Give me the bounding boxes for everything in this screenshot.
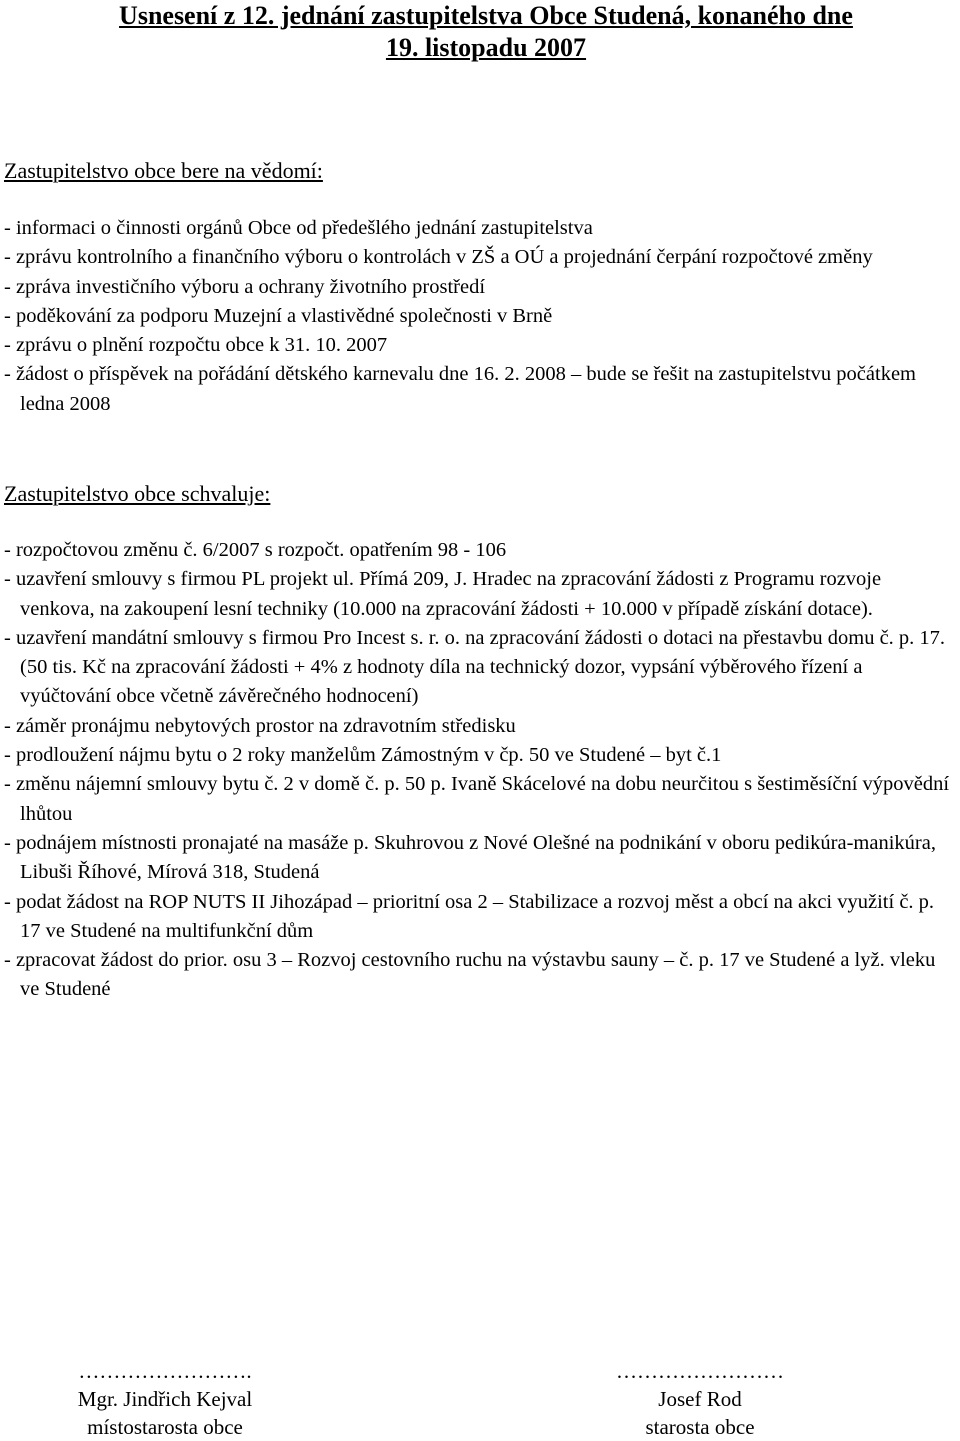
list-item: - zprávu o plnění rozpočtu obce k 31. 10. 2007 <box>4 331 956 360</box>
list-item: - informaci o činnosti orgánů Obce od předešlého jednání zastupitelstva <box>4 214 956 243</box>
list-item: - podat žádost na ROP NUTS II Jihozápad – prioritní osa 2 – Stabilizace a rozvoj měst a obcí na akci využití č. p. 17 ve Studené na multifunkční dům <box>4 888 956 947</box>
signatory-role: místostarosta obce <box>87 1415 243 1439</box>
signature-line: …………………… <box>616 1359 784 1383</box>
section-heading-approved: Zastupitelstvo obce schvaluje: <box>4 481 271 506</box>
list-item: - poděkování za podporu Muzejní a vlastivědné společnosti v Brně <box>4 302 956 331</box>
list-item: - uzavření mandátní smlouvy s firmou Pro Incest s. r. o. na zpracování žádosti o dotaci na přestavbu domu č. p. 17. (50 tis. Kč na zpracování žádosti + 4% z hodnoty díla na technický dozor, vypsání výběrového řízení a vyúčtování obce včetně závěrečného hodnocení) <box>4 624 956 712</box>
list-item: - uzavření smlouvy s firmou PL projekt ul. Přímá 209, J. Hradec na zpracování žádosti z Programu rozvoje venkova, na zakoupení lesní techniky (10.000 na zpracování žádosti + 10.000 v případě získání dotace). <box>4 565 956 624</box>
list-item: - změnu nájemní smlouvy bytu č. 2 v domě č. p. 50 p. Ivaně Skácelové na dobu neurčitou s šestiměsíční výpovědní lhůtou <box>4 770 956 829</box>
list-item: - rozpočtovou změnu č. 6/2007 s rozpočt. opatřením 98 - 106 <box>4 536 956 565</box>
list-item: - podnájem místnosti pronajaté na masáže p. Skuhrovou z Nové Olešné na podnikání v oboru pedikúra-manikúra, Libuši Říhové, Mírová 318, Studená <box>4 829 956 888</box>
title-line-2: 19. listopadu 2007 <box>385 33 587 62</box>
list-item: - zpracovat žádost do prior. osu 3 – Rozvoj cestovního ruchu na výstavbu sauny – č. p. 17 ve Studené a lyž. vleku ve Studené <box>4 946 956 1005</box>
title-line-1: Usnesení z 12. jednání zastupitelstva Obce Studená, konaného dne <box>119 1 853 30</box>
section-heading-noted: Zastupitelstvo obce bere na vědomí: <box>4 158 323 183</box>
list-item: - žádost o příspěvek na pořádání dětského karnevalu dne 16. 2. 2008 – bude se řešit na zastupitelstvu počátkem ledna 2008 <box>4 360 956 419</box>
signatory-name: Josef Rod <box>658 1387 742 1411</box>
noted-list <box>4 214 956 419</box>
signatory-role: starosta obce <box>645 1415 755 1439</box>
signature-line: ……………………. <box>78 1359 252 1383</box>
list-item: - zprávu kontrolního a finančního výboru o kontrolách v ZŠ a OÚ a projednání čerpání rozpočtové změny <box>4 243 956 272</box>
list-item: - záměr pronájmu nebytových prostor na zdravotním středisku <box>4 712 956 741</box>
signature-block-right <box>520 1357 880 1441</box>
list-item: - prodloužení nájmu bytu o 2 roky manželům Zámostným v čp. 50 ve Studené – byt č.1 <box>4 741 956 770</box>
approved-list <box>4 536 956 1005</box>
list-item: - zpráva investičního výboru a ochrany životního prostředí <box>4 273 956 302</box>
document-title <box>0 0 960 64</box>
signatory-name: Mgr. Jindřich Kejval <box>77 1387 253 1411</box>
signature-block-left <box>0 1357 330 1441</box>
